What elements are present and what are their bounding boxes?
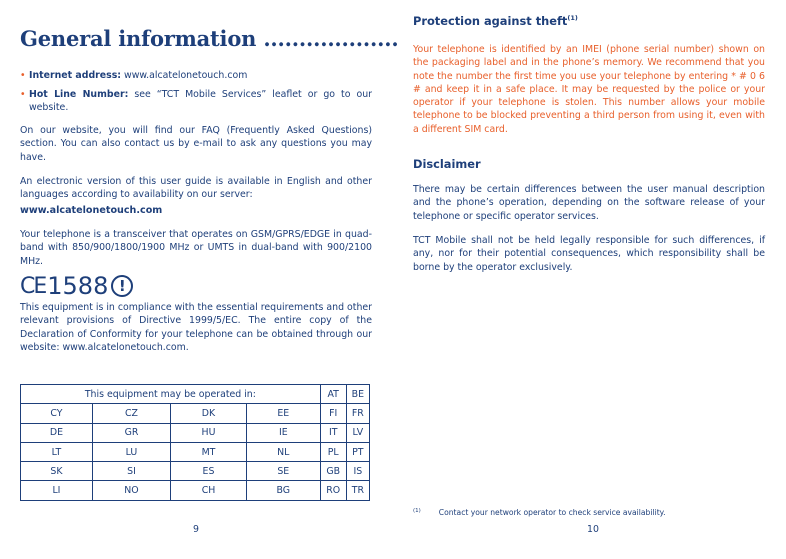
table-row: [21, 404, 370, 423]
table-row: [21, 462, 370, 481]
paragraph-transceiver: Your telephone is a transceiver that operates on GSM/GPRS/EDGE in quad-band with 850/900/1800/1900 MHz or UMTS in dual-band with 900/2100 MHz.: [20, 229, 372, 267]
table-cell: IS: [346, 462, 369, 481]
table-cell: LU: [92, 442, 170, 461]
table-cell: DE: [21, 423, 93, 442]
table-cell: GR: [92, 423, 170, 442]
table-cell: PL: [320, 442, 346, 461]
server-url: www.alcatelonetouch.com: [20, 205, 163, 216]
page-number-left: 9: [193, 524, 199, 535]
table-cell: LI: [21, 481, 93, 500]
table-cell: MT: [171, 442, 247, 461]
left-page: [20, 0, 399, 559]
bullet-label: Internet address:: [29, 70, 122, 81]
bullet-internet-address: [20, 69, 372, 82]
page-number-right: 10: [587, 524, 599, 535]
theft-heading-text: Protection against theft: [413, 14, 568, 28]
table-row: [21, 481, 370, 500]
table-cell: FR: [346, 404, 369, 423]
table-cell: FI: [320, 404, 346, 423]
paragraph-electronic-version: An electronic version of this user guide is available in English and other languages according to availability on our server:: [20, 176, 372, 201]
table-row: [21, 442, 370, 461]
countries-table: [20, 384, 370, 501]
table-cell: IT: [320, 423, 346, 442]
table-cell: SI: [92, 462, 170, 481]
table-cell: SE: [246, 462, 320, 481]
disclaimer-heading: Disclaimer: [413, 157, 481, 171]
table-cell: PT: [346, 442, 369, 461]
table-cell: EE: [246, 404, 320, 423]
notified-body-number: 1588: [47, 272, 109, 300]
table-cell: NO: [92, 481, 170, 500]
table-row: [21, 385, 370, 404]
right-page: [413, 0, 765, 559]
alert-icon: !: [111, 275, 133, 297]
footnote: [413, 508, 765, 517]
bullet-value: see “TCT Mobile Services” leaflet or go to our website.: [29, 89, 373, 114]
bullet-dot-icon: •: [20, 89, 26, 100]
table-cell: CH: [171, 481, 247, 500]
paragraph-compliance: This equipment is in compliance with the essential requirements and other relevant provisions of Directive 1999/5/EC. The entire copy of the Declaration of Conformity for your telephone can be obtained through our website: www.alcatelonetouch.com.: [20, 302, 373, 353]
table-row: [21, 423, 370, 442]
table-cell: ES: [171, 462, 247, 481]
table-cell: GB: [320, 462, 346, 481]
footnote-mark: (1): [413, 508, 421, 514]
disclaimer-paragraph-2: TCT Mobile shall not be held legally responsible for such differences, if any, nor for their potential consequences, which responsibility shall be borne by the operator exclusively.: [413, 235, 765, 273]
table-cell: BE: [346, 385, 369, 404]
bullet-label: Hot Line Number:: [29, 89, 129, 100]
table-cell: HU: [171, 423, 247, 442]
table-cell: DK: [171, 404, 247, 423]
table-cell: LV: [346, 423, 369, 442]
table-cell: CY: [21, 404, 93, 423]
theft-heading: [413, 14, 578, 28]
table-header-text: This equipment may be operated in:: [21, 385, 321, 404]
table-cell: TR: [346, 481, 369, 500]
disclaimer-paragraph-1: There may be certain differences between the user manual description and the phone’s operation, depending on the software release of your telephone or specific operator services.: [413, 184, 765, 222]
page-heading: General information ...................: [20, 26, 399, 51]
table-cell: BG: [246, 481, 320, 500]
theft-body: Your telephone is identified by an IMEI (phone serial number) shown on the packaging label and in the phone’s memory. We recommend that you note the number the first time you use your telephone by entering * # 0 6 # and keep it in a safe place. It may be requested by the police or your operator if your telephone is stolen. This number allows your mobile telephone to be blocked preventing a third person from using it, even with a different SIM card.: [413, 44, 765, 135]
bullet-dot-icon: •: [20, 70, 26, 81]
footnote-text: Contact your network operator to check service availability.: [438, 508, 666, 517]
table-cell: SK: [21, 462, 93, 481]
table-cell: CZ: [92, 404, 170, 423]
ce-logo: CE: [20, 273, 46, 299]
paragraph-faq: On our website, you will find our FAQ (Frequently Asked Questions) section. You can also contact us by e-mail to ask any questions you may have.: [20, 125, 372, 163]
table-cell: RO: [320, 481, 346, 500]
ce-marking: [20, 272, 133, 300]
table-cell: NL: [246, 442, 320, 461]
table-cell: AT: [320, 385, 346, 404]
bullet-hot-line: [20, 88, 372, 115]
bullet-value: www.alcatelonetouch.com: [121, 70, 248, 81]
table-cell: IE: [246, 423, 320, 442]
table-cell: LT: [21, 442, 93, 461]
footnote-ref: (1): [567, 14, 578, 22]
